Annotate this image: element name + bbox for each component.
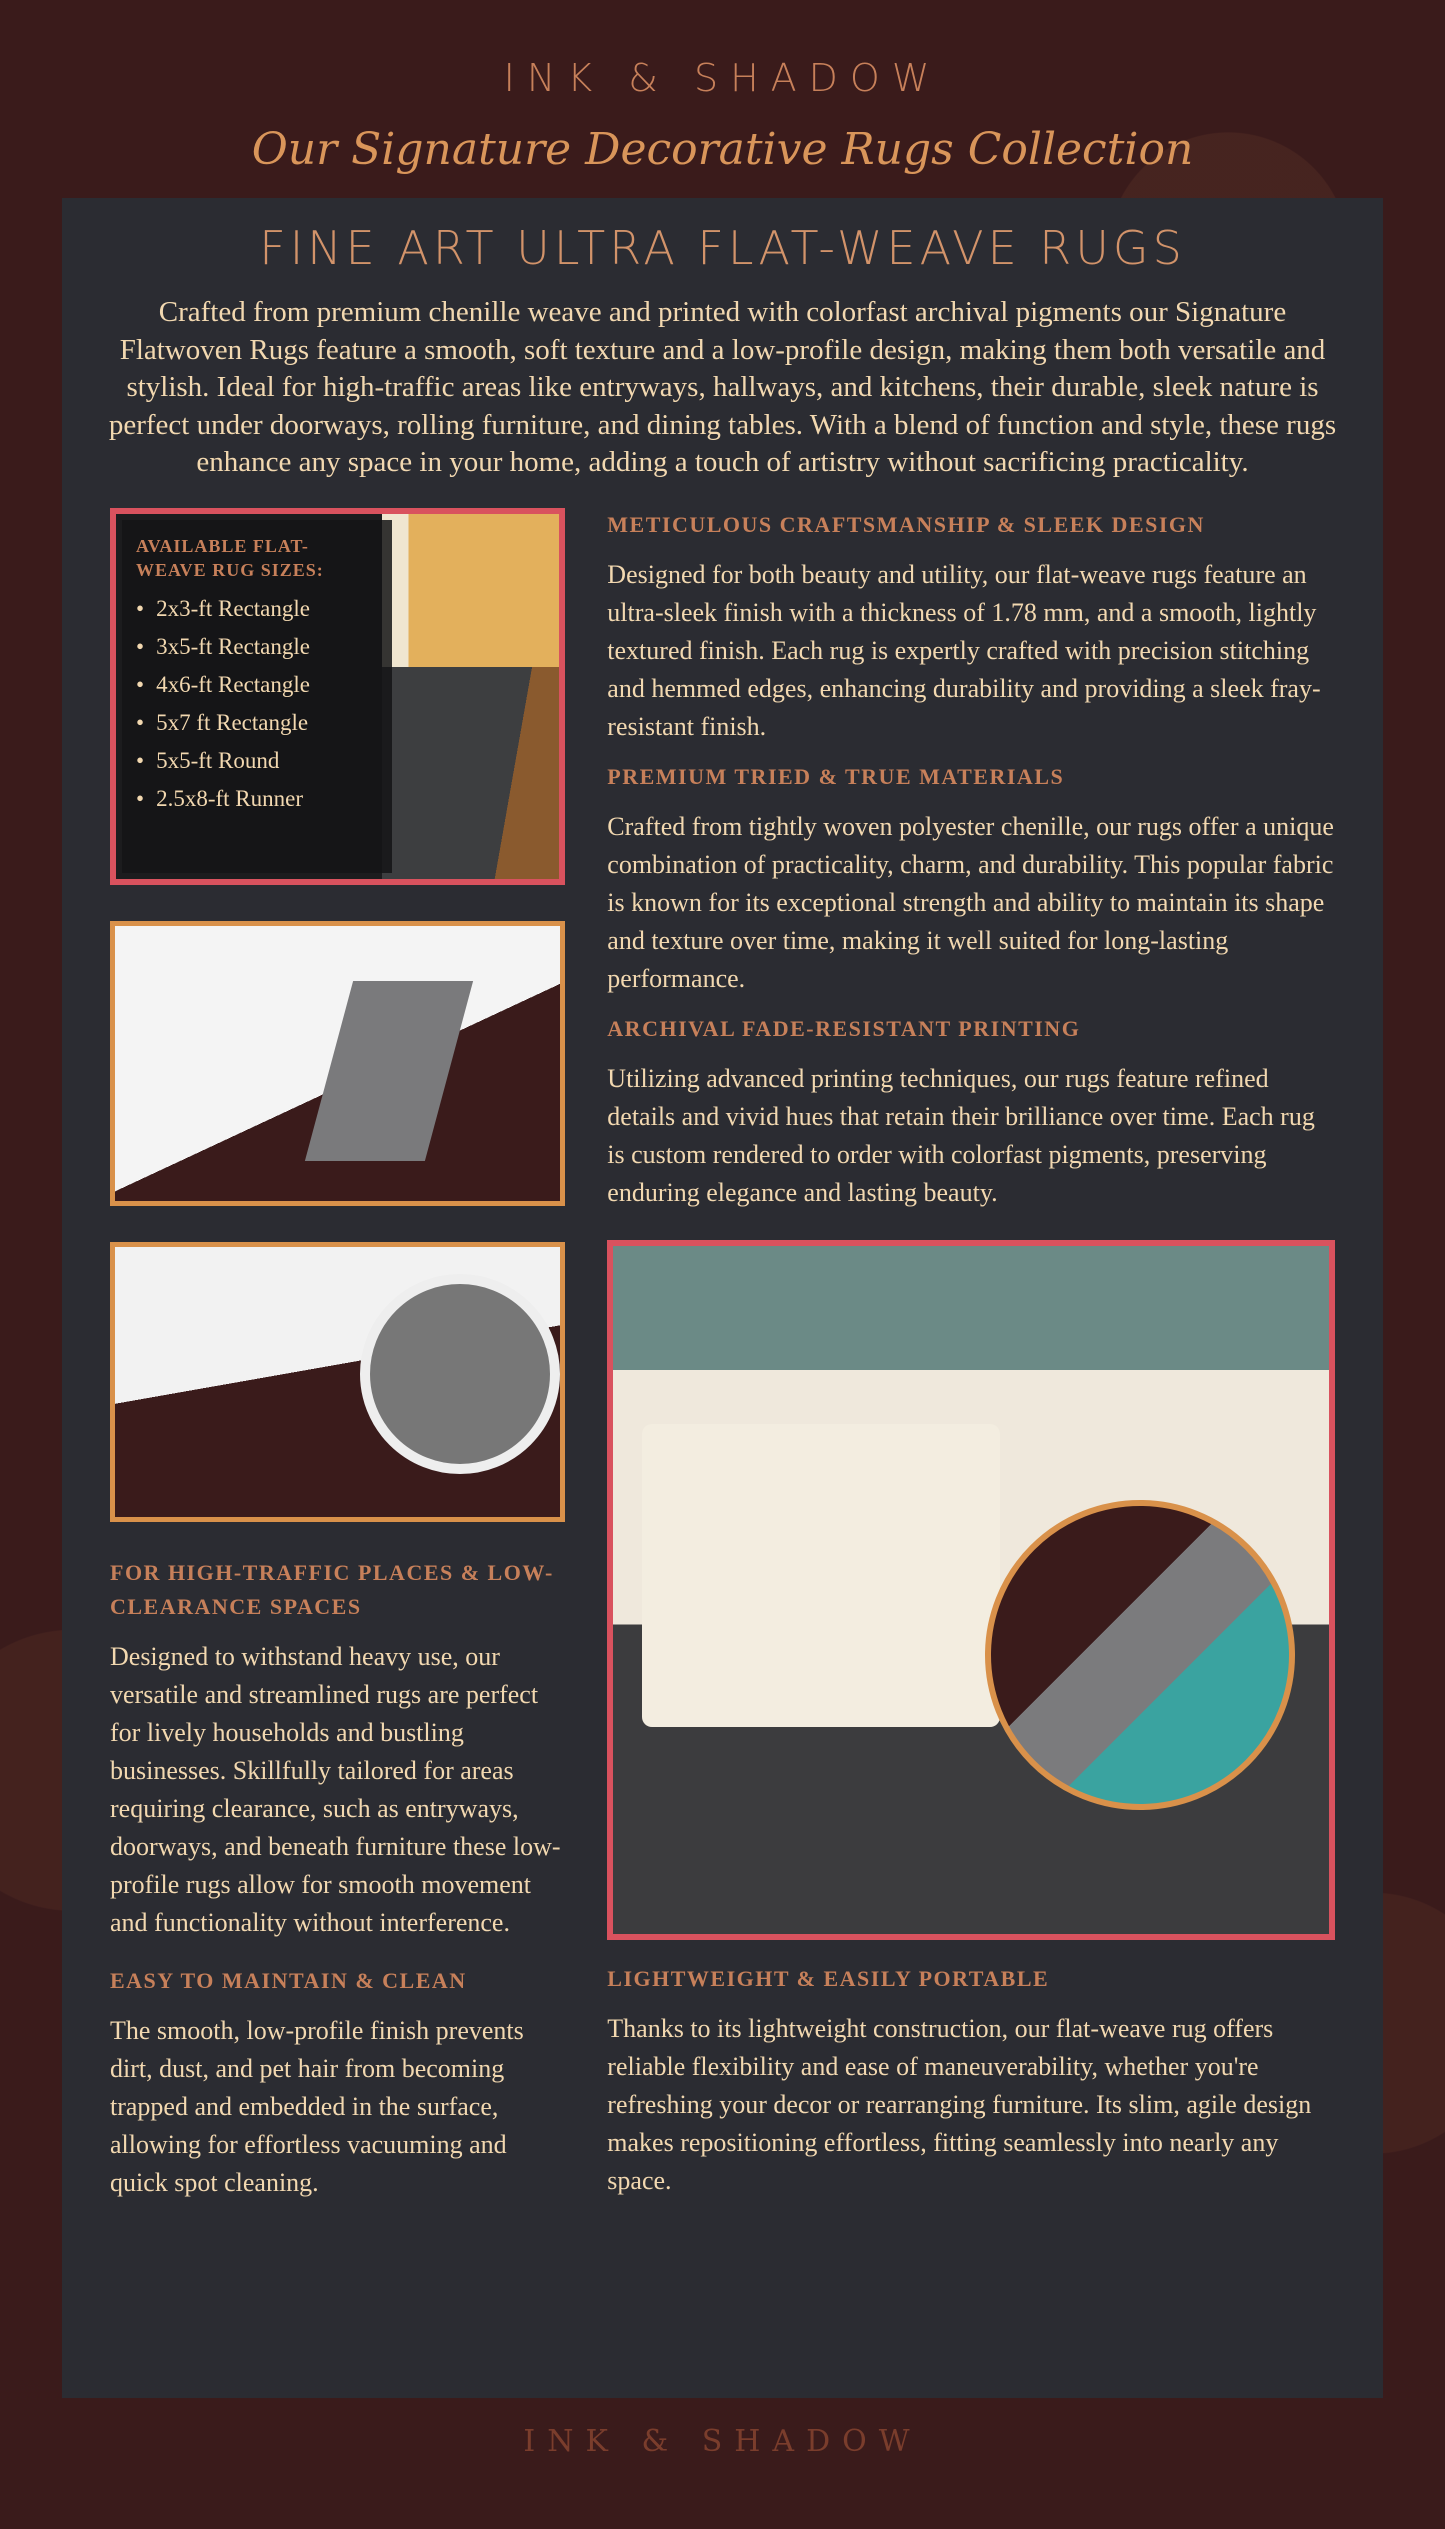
- content-panel: [62, 198, 1383, 2398]
- left-column: [110, 508, 565, 2202]
- sizes-heading: AVAILABLE FLAT-WEAVE RUG SIZES:: [136, 535, 324, 580]
- size-item: • 5x7 ft Rectangle: [136, 704, 378, 742]
- size-item: • 5x5-ft Round: [136, 742, 378, 780]
- section-text: Utilizing advanced printing techniques, our rugs feature refined details and vivid hues that retain their brilliance over time. Each rug is custom rendered to order with colorfast pigments, preserving enduring elegance and lasting beauty.: [607, 1063, 1315, 1207]
- rolled-rug-image: [110, 1242, 565, 1522]
- folded-rug-corner-image: [110, 921, 565, 1206]
- section-text: Thanks to its lightweight construction, our flat-weave rug offers reliable flexibility and ease of maneuverability, whether you're refreshing your decor or rearranging furniture. Its slim, agile design makes repositioning effortless, fitting seamlessly into nearly any space.: [607, 2013, 1312, 2195]
- section-heading: ARCHIVAL FADE-RESISTANT PRINTING: [607, 1015, 1081, 1041]
- brand-header: INK & SHADOW: [503, 56, 942, 100]
- section-text: Crafted from tightly woven polyester chenille, our rugs offer a unique combination of practicality, charm, and durability. This popular fabric is known for its exceptional strength and ability to maintain its shape and texture over time, making it well suited for long-lasting performance.: [607, 811, 1334, 993]
- section-text: Designed to withstand heavy use, our versatile and streamlined rugs are perfect for lively households and bustling businesses. Skillfully tailored for areas requiring clearance, such as entryways, doorways, and beneath furniture these low-profile rugs allow for smooth movement and functionality without interference.: [110, 1641, 561, 1937]
- brand-footer: INK & SHADOW: [523, 2424, 922, 2459]
- section-heading: EASY TO MAINTAIN & CLEAN: [110, 1967, 467, 1993]
- sizes-box: [122, 520, 392, 873]
- section-heading: FOR HIGH-TRAFFIC PLACES & LOW-CLEARANCE SPACES: [110, 1559, 554, 1619]
- section-heading: LIGHTWEIGHT & EASILY PORTABLE: [607, 1965, 1050, 1991]
- rug-detail-inset: [985, 1500, 1295, 1810]
- section-heading: PREMIUM TRIED & TRUE MATERIALS: [607, 763, 1065, 789]
- section-text: The smooth, low-profile finish prevents dirt, dust, and pet hair from becoming trapped and embedded in the surface, allowing for effortless vacuuming and quick spot cleaning.: [110, 2015, 524, 2197]
- bedroom-rug-image: [607, 1240, 1335, 1940]
- page-title: FINE ART ULTRA FLAT-WEAVE RUGS: [259, 221, 1186, 275]
- entryway-rug-image: [110, 508, 565, 885]
- section-text: Designed for both beauty and utility, our flat-weave rugs feature an ultra-sleek finish with a thickness of 1.78 mm, and a smooth, lightly textured finish. Each rug is expertly crafted with precision stitching and hemmed edges, enhancing durability and providing a sleek fray-resistant finish.: [607, 559, 1321, 741]
- collection-subtitle: Our Signature Decorative Rugs Collection: [251, 124, 1194, 175]
- size-item: • 4x6-ft Rectangle: [136, 666, 378, 704]
- right-column: [607, 508, 1335, 2202]
- intro-paragraph: Crafted from premium chenille weave and printed with colorfast archival pigments our Signature Flatwoven Rugs feature a smooth, soft texture and a low-profile design, making them both versatile and stylish. Ideal for high-traffic areas like entryways, hallways, and kitchens, their durable, sleek nature is perfect under doorways, rolling furniture, and dining tables. With a blend of function and style, these rugs enhance any space in your home, adding a touch of artistry without sacrificing practicality.: [108, 296, 1337, 478]
- size-item: • 2x3-ft Rectangle: [136, 590, 378, 628]
- section-heading: METICULOUS CRAFTSMANSHIP & SLEEK DESIGN: [607, 511, 1205, 537]
- size-item: • 3x5-ft Rectangle: [136, 628, 378, 666]
- size-item: • 2.5x8-ft Runner: [136, 780, 378, 818]
